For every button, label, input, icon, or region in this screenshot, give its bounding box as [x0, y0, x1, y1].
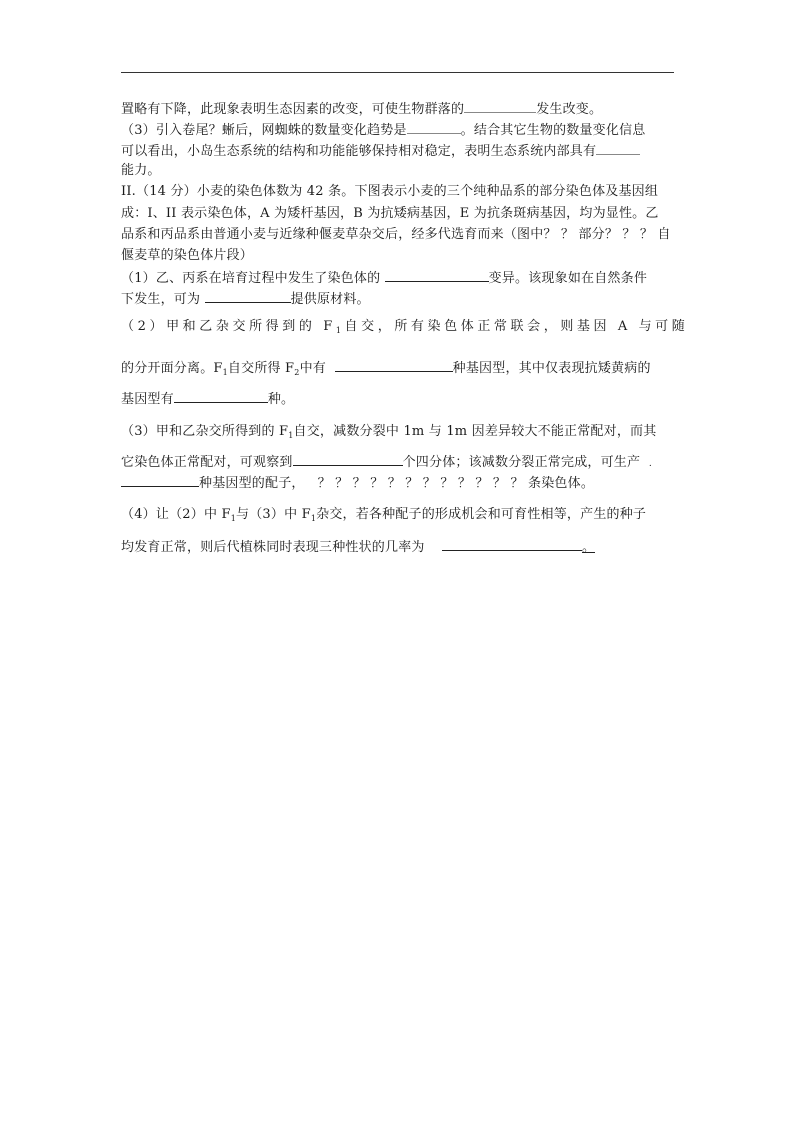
- text: 能力。: [121, 163, 161, 178]
- text: （3）引入卷尾？蜥后，网蜘蛛的数量变化趋势是: [121, 123, 407, 138]
- line-3: [121, 141, 674, 161]
- answer-blank[interactable]: [385, 268, 489, 282]
- line-12: [121, 358, 674, 378]
- text: 下发生，可为: [121, 292, 201, 307]
- text: （4）让（2）中 F: [121, 507, 231, 522]
- line-5: [121, 183, 674, 201]
- text: 。结合其它生物的数量变化信息: [460, 123, 646, 138]
- answer-blank[interactable]: [596, 141, 640, 155]
- answer-blank[interactable]: [442, 537, 582, 551]
- text: 中有: [299, 361, 326, 376]
- text: 种基因型，其中仅表现抗矮黄病的: [452, 361, 651, 376]
- text: 发生改变。: [536, 102, 603, 117]
- line-7: [121, 226, 674, 244]
- text: 成：I、II 表示染色体，A 为矮杆基因，B 为抗矮病基因，E 为抗条斑病基因，均为显性。乙: [121, 206, 659, 221]
- text: （3）甲和乙杂交所得到的 F: [121, 424, 289, 439]
- text: 个四分体；该减数分裂正常完成，可生产: [402, 455, 641, 470]
- text: 自交所得 F: [227, 361, 295, 376]
- text: ？ ？ ？ ？ ？ ？ ？ ？ ？ ？ ？ ？: [317, 476, 524, 491]
- subscript: 1: [288, 431, 294, 440]
- text: 它染色体正常配对，可观察到: [121, 455, 293, 470]
- line-15: [121, 452, 674, 473]
- text: 杂交，若各种配子的形成机会和可育性相等，产生的种子: [316, 507, 647, 522]
- header-rule: [121, 72, 674, 73]
- text: 条染色体。: [528, 476, 595, 491]
- line-13: [121, 389, 674, 409]
- text: II.（14 分）小麦的染色体数为 42 条。下图表示小麦的三个纯种品系的部分染色体及基因组: [121, 184, 659, 199]
- text: 种基因型的配子，: [199, 476, 305, 491]
- subscript: 1: [335, 326, 345, 335]
- text: .: [648, 459, 652, 469]
- line-2: [121, 120, 674, 140]
- line-1: [121, 99, 674, 119]
- answer-blank[interactable]: [407, 120, 461, 134]
- text: 偃麦草的染色体片段）: [121, 248, 254, 263]
- text: （2）甲和乙杂交所得到的 F: [121, 319, 336, 334]
- answer-blank[interactable]: [205, 289, 291, 303]
- line-16: [121, 473, 674, 493]
- line-8: [121, 247, 674, 265]
- text: 可以看出，小岛生态系统的结构和功能能够保持相对稳定，表明生态系统内部具有: [121, 144, 597, 159]
- subscript: 1: [222, 368, 228, 377]
- answer-blank[interactable]: [464, 99, 536, 113]
- text: 基因型有: [121, 392, 174, 407]
- line-11: [121, 318, 689, 336]
- text: 品系和丙品系由普通小麦与近缘种偃麦草杂交后，经多代选育而来（图中？ ？ 部分？ ？ ？ 自: [121, 227, 671, 242]
- line-6: [121, 205, 674, 223]
- subscript: 2: [294, 368, 300, 377]
- text: 。: [581, 540, 596, 555]
- line-18: [121, 537, 674, 557]
- text: 种。: [267, 392, 295, 407]
- line-4: [121, 162, 674, 180]
- text: 与（3）中 F: [236, 507, 311, 522]
- answer-blank[interactable]: [293, 452, 403, 466]
- answer-blank[interactable]: [121, 473, 199, 487]
- line-9: [121, 268, 674, 288]
- text: 的分开面分离。F: [121, 361, 223, 376]
- text: 变异。该现象如在自然条件: [488, 271, 648, 286]
- answer-blank[interactable]: [335, 358, 453, 372]
- text: 自交，所有染色体正常联会，则基因 A 与可随: [344, 319, 689, 334]
- text: （1）乙、丙系在培育过程中发生了染色体的: [121, 271, 381, 286]
- answer-blank[interactable]: [174, 389, 268, 403]
- line-17: [121, 506, 674, 524]
- line-10: [121, 289, 674, 309]
- text: 均发育正常，则后代植株同时表现三种性状的几率为: [121, 540, 425, 555]
- text: 置略有下降，此现象表明生态因素的改变，可使生物群落的: [121, 102, 465, 117]
- subscript: 1: [310, 514, 317, 523]
- line-14: [121, 423, 674, 441]
- text: 自交，减数分裂中 1m 与 1m 因差异较大不能正常配对，而其: [293, 424, 657, 439]
- subscript: 1: [230, 514, 236, 523]
- text: 提供原材料。: [290, 292, 370, 307]
